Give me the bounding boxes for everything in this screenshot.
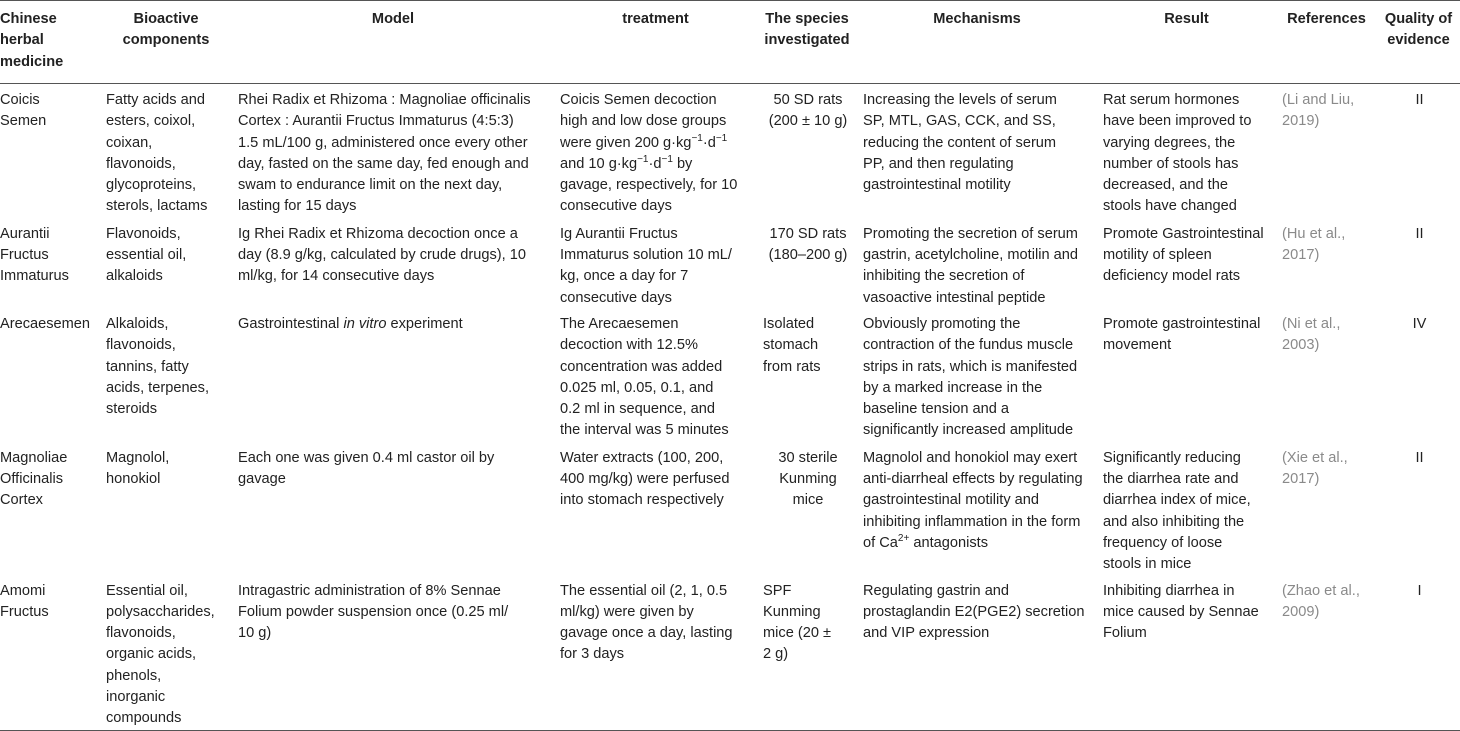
mechanisms-cell: Increasing the levels of serum SP, MTL, GAS, CCK, and SS, reducing the content of serum PP, and then regulating gastrointestinal motility <box>863 92 1057 194</box>
herb-cell: Amomi Fructus <box>0 582 49 620</box>
species-cell: Isolated stomach from rats <box>763 315 821 375</box>
reference-link[interactable]: (Li and Liu, 2019) <box>1282 92 1355 130</box>
treatment-cell: The Arecaesemen decoction with 12.5% concentration was added 0.025 ml, 0.05, 0.1, and 0.2 ml in sequence, and the interval was 5 minutes <box>560 315 729 439</box>
result-cell: Significantly reducing the diarrhea rate and diarrhea index of mice, and also inhibiting the frequency of loose stools in mice <box>1103 449 1251 573</box>
herb-cell: Aurantii Fructus Immaturus <box>0 225 69 285</box>
components-cell: Flavonoids, essential oil, alkaloids <box>106 225 187 285</box>
table-row <box>0 218 1460 309</box>
model-cell: Intragastric administration of 8% Sennae Folium powder suspension once (0.25 ml/ 10 g) <box>238 582 509 642</box>
reference-link[interactable]: (Hu et al., 2017) <box>1282 225 1346 264</box>
species-cell: 170 SD rats (180–200 g) <box>768 225 848 264</box>
components-cell: Alkaloids, flavonoids, tannins, fatty acids, terpenes, steroids <box>106 315 210 418</box>
species-cell: 30 sterile Kunming mice <box>778 449 838 509</box>
model-cell: Ig Rhei Radix et Rhizoma decoction once a day (8.9 g/kg, calculated by crude drugs), 10 ml/kg, for 14 consecutive days <box>238 225 526 285</box>
components-cell: Fatty acids and esters, coixol, coixan, flavonoids, glycoproteins, sterols, lactams <box>106 92 208 215</box>
result-cell: Inhibiting diarrhea in mice caused by Sennae Folium <box>1103 582 1259 642</box>
header-quality: Quality of evidence <box>1384 11 1453 49</box>
reference-link[interactable]: (Xie et al., 2017) <box>1282 449 1348 488</box>
header-treatment: treatment <box>622 11 689 27</box>
treatment-cell: Coicis Semen decoction high and low dose groups were given 200 $g\cdot kg^{-1}\cdot d^{-1}$ and 10 $g\cdot kg^{-1}\cdot d^{-1}$ by gavage, respectively, for 10 consecutive days <box>560 92 738 215</box>
mechanisms-cell: Regulating gastrin and prostaglandin E2(PGE2) secretion and VIP expression <box>863 582 1085 642</box>
reference-link[interactable]: (Zhao et al., 2009) <box>1282 582 1360 620</box>
mechanisms-cell: Magnolol and honokiol may exert anti-diarrheal effects by regulating gastrointestinal motility and inhibiting inflammation in the form of $Ca^{2+}$ antagonists <box>863 449 1083 551</box>
table-row <box>0 309 1460 442</box>
species-cell: 50 SD rats (200 ± 10 g) <box>768 92 848 130</box>
table-row <box>0 84 1460 218</box>
components-cell: Essential oil, polysaccharides, flavonoids, organic acids, phenols, inorganic compounds <box>106 582 215 727</box>
reference-link[interactable]: (Ni et al., 2003) <box>1282 315 1341 354</box>
header-references: References <box>1287 11 1366 27</box>
table-row <box>0 576 1460 731</box>
quality-cell: I <box>1417 582 1422 599</box>
quality-cell: II <box>1415 225 1424 242</box>
quality-cell: IV <box>1412 315 1427 332</box>
header-mechanisms: Mechanisms <box>933 11 1021 27</box>
species-cell: SPF Kunming mice (20 ± 2 g) <box>763 582 832 663</box>
header-species: The species investigated <box>764 11 850 49</box>
header-row <box>0 1 1460 84</box>
header-components: Bioactive components <box>122 11 210 49</box>
header-model: Model <box>371 11 415 27</box>
mechanisms-cell: Promoting the secretion of serum gastrin, acetylcholine, motilin and inhibiting the secretion of vasoactive intestinal peptide <box>863 225 1078 306</box>
model-cell: Rhei Radix et Rhizoma : Magnoliae officinalis Cortex : Aurantii Fructus Immaturus (4:5:3) 1.5 mL/100 g, administered once every other day, fasted on the same day, fed enough and swam to endurance limit on the next day, lasting for 15 days <box>238 92 531 215</box>
header-result: Result <box>1164 11 1209 27</box>
treatment-cell: Water extracts (100, 200, 400 mg/kg) were perfused into stomach respectively <box>560 449 730 509</box>
quality-cell: II <box>1415 92 1424 108</box>
result-cell: Rat serum hormones have been improved to varying degrees, the number of stools has decreased, and the stools have changed <box>1103 92 1252 215</box>
model-cell: Each one was given 0.4 ml castor oil by gavage <box>238 449 495 488</box>
result-cell: Promote Gastrointestinal motility of spleen deficiency model rats <box>1103 225 1264 285</box>
herb-cell: Coicis Semen <box>0 92 47 130</box>
mechanisms-cell: Obviously promoting the contraction of the fundus muscle strips in rats, which is manifested by a marked increase in the baseline tension and a significantly increased amplitude <box>863 315 1078 439</box>
quality-cell: II <box>1415 449 1424 466</box>
treatment-cell: The essential oil (2, 1, 0.5 ml/kg) were given by gavage once a day, lasting for 3 days <box>560 582 733 663</box>
herb-cell: Magnoliae Officinalis Cortex <box>0 449 68 509</box>
herb-cell: Arecaesemen <box>0 315 91 332</box>
components-cell: Magnolol, honokiol <box>106 449 170 488</box>
header-herb: Chinese herbal medicine <box>0 11 64 70</box>
model-cell: Gastrointestinal in vitro experiment <box>238 315 463 332</box>
result-cell: Promote gastrointestinal movement <box>1103 315 1261 354</box>
treatment-cell: Ig Aurantii Fructus Immaturus solution 10 mL/ kg, once a day for 7 consecutive days <box>560 225 732 306</box>
table-row <box>0 442 1460 576</box>
